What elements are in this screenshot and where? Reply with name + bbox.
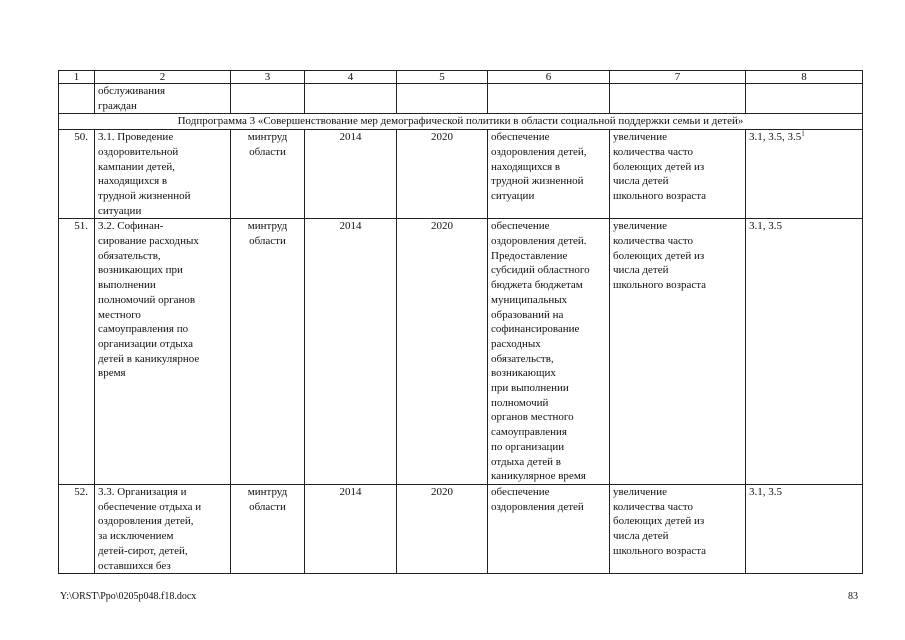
text-line: организации отдыха — [98, 337, 194, 350]
content-cell — [488, 130, 610, 219]
text-line: отдыха детей в — [491, 455, 561, 468]
text-line: детей в каникулярное — [98, 352, 200, 365]
end-year-cell: 2020 — [397, 484, 488, 573]
text-line: бюджета бюджетам — [491, 279, 583, 292]
event-title-cell — [95, 484, 231, 573]
text-line: обязательств, — [98, 249, 161, 262]
result-cell — [610, 84, 746, 114]
header-cell: 3 — [231, 71, 305, 84]
event-title-cell — [95, 84, 231, 114]
header-cell: 8 — [746, 71, 863, 84]
text-line: школьного возраста — [613, 189, 707, 202]
text-line: находящихся в — [98, 175, 168, 188]
text-line: области — [249, 500, 286, 513]
end-year-cell: 2020 — [397, 219, 488, 485]
text-line: ситуации — [98, 204, 142, 217]
text-line: трудной жизненной — [98, 189, 191, 202]
text-line: болеющих детей из — [613, 160, 705, 173]
text-line: ситуации — [491, 189, 535, 202]
end-year-cell — [397, 84, 488, 114]
table-row — [59, 484, 863, 573]
text-line: при выполнении — [491, 382, 569, 395]
text-line: местного — [98, 308, 141, 321]
start-year-cell: 2014 — [305, 484, 397, 573]
text-line: полномочий органов — [98, 293, 196, 306]
row-number: 51. — [59, 219, 95, 485]
text-line: 3.3. Организация и — [98, 485, 187, 498]
text-line: находящихся в — [491, 160, 561, 173]
text-line: увеличение — [613, 485, 667, 498]
text-line: минтруд — [247, 220, 288, 233]
content-cell — [488, 484, 610, 573]
indicators-cell — [746, 84, 863, 114]
text-line: граждан — [98, 99, 137, 112]
text-line: числа детей — [613, 175, 669, 188]
event-rows — [59, 130, 863, 574]
indicators-text: 3.1, 3.5 — [749, 485, 782, 498]
file-path: Y:\ORST\Ppo\0205p048.f18.docx — [60, 591, 197, 602]
text-line: обеспечение — [491, 220, 550, 233]
table-row — [59, 130, 863, 219]
text-line: числа детей — [613, 264, 669, 277]
header-cell: 2 — [95, 71, 231, 84]
executor-cell — [231, 219, 305, 485]
table-row — [59, 219, 863, 485]
text-line: софинансирование — [491, 323, 580, 336]
event-title-cell — [95, 219, 231, 485]
footnote-marker: 1 — [801, 129, 805, 138]
text-line: за исключением — [98, 530, 174, 543]
indicators-cell — [746, 484, 863, 573]
page-number: 83 — [848, 591, 858, 602]
text-line: самоуправления по — [98, 323, 189, 336]
executor-cell — [231, 484, 305, 573]
text-line: количества часто — [613, 145, 694, 158]
header-cell: 7 — [610, 71, 746, 84]
text-line: самоуправления — [491, 426, 567, 439]
row-number: 52. — [59, 484, 95, 573]
text-line: расходных — [491, 337, 541, 350]
text-line: минтруд — [247, 131, 288, 144]
row-number — [59, 84, 95, 114]
text-line: оздоровления детей. — [491, 235, 587, 248]
header-cell: 5 — [397, 71, 488, 84]
content-cell — [488, 219, 610, 485]
text-line: кампании детей, — [98, 160, 176, 173]
result-cell — [610, 484, 746, 573]
indicators-text: 3.1, 3.5, 3.5 — [749, 131, 802, 144]
result-cell — [610, 219, 746, 485]
header-cell: 6 — [488, 71, 610, 84]
indicators-text: 3.1, 3.5 — [749, 220, 782, 233]
text-line: оздоровления детей, — [491, 145, 587, 158]
text-line: образований на — [491, 308, 564, 321]
text-line: школьного возраста — [613, 279, 707, 292]
event-title-cell — [95, 130, 231, 219]
text-line: каникулярное время — [491, 470, 586, 483]
header-row — [59, 71, 863, 84]
header-cell: 1 — [59, 71, 95, 84]
text-line: возникающих — [491, 367, 556, 380]
text-line: количества часто — [613, 500, 694, 513]
text-line: увеличение — [613, 220, 667, 233]
text-line: выполнении — [98, 279, 156, 292]
text-line: органов местного — [491, 411, 574, 424]
text-line: обслуживания — [98, 85, 166, 97]
text-line: области — [249, 235, 286, 248]
text-line: муниципальных — [491, 293, 568, 306]
text-line: обеспечение — [491, 131, 550, 144]
text-line: увеличение — [613, 131, 667, 144]
continuation-row — [59, 84, 863, 114]
indicators-cell — [746, 130, 863, 219]
text-line: оздоровления детей — [491, 500, 584, 513]
text-line: минтруд — [247, 485, 288, 498]
text-line: 3.1. Проведение — [98, 131, 174, 144]
text-line: оставшихся без — [98, 559, 171, 572]
text-line: школьного возраста — [613, 544, 707, 557]
start-year-cell: 2014 — [305, 219, 397, 485]
text-line: по организации — [491, 440, 565, 453]
subprogram-row — [59, 114, 863, 130]
text-line: количества часто — [613, 235, 694, 248]
subprogram-title: Подпрограмма 3 «Совершенствование мер демографической политики в области социальной поддержки семьи и детей» — [59, 114, 863, 130]
program-table — [58, 70, 863, 574]
text-line: обязательств, — [491, 352, 554, 365]
text-line: болеющих детей из — [613, 249, 705, 262]
content-cell — [488, 84, 610, 114]
text-line: числа детей — [613, 530, 669, 543]
text-line: 3.2. Софинан- — [98, 220, 164, 233]
result-cell — [610, 130, 746, 219]
text-line: Предоставление — [491, 249, 568, 262]
executor-cell — [231, 84, 305, 114]
text-line: обеспечение — [491, 485, 550, 498]
text-line: детей-сирот, детей, — [98, 544, 188, 557]
executor-cell — [231, 130, 305, 219]
text-line: оздоровления детей, — [98, 515, 194, 528]
text-line: полномочий — [491, 396, 549, 409]
text-line: сирование расходных — [98, 235, 199, 248]
start-year-cell: 2014 — [305, 130, 397, 219]
text-line: оздоровительной — [98, 145, 179, 158]
text-line: области — [249, 145, 286, 158]
text-line: субсидий областного — [491, 264, 590, 277]
row-number: 50. — [59, 130, 95, 219]
text-line: возникающих при — [98, 264, 183, 277]
text-line: болеющих детей из — [613, 515, 705, 528]
header-cell: 4 — [305, 71, 397, 84]
indicators-cell — [746, 219, 863, 485]
text-line: трудной жизненной — [491, 175, 584, 188]
text-line: обеспечение отдыха и — [98, 500, 202, 513]
text-line: время — [98, 367, 126, 380]
start-year-cell — [305, 84, 397, 114]
end-year-cell: 2020 — [397, 130, 488, 219]
